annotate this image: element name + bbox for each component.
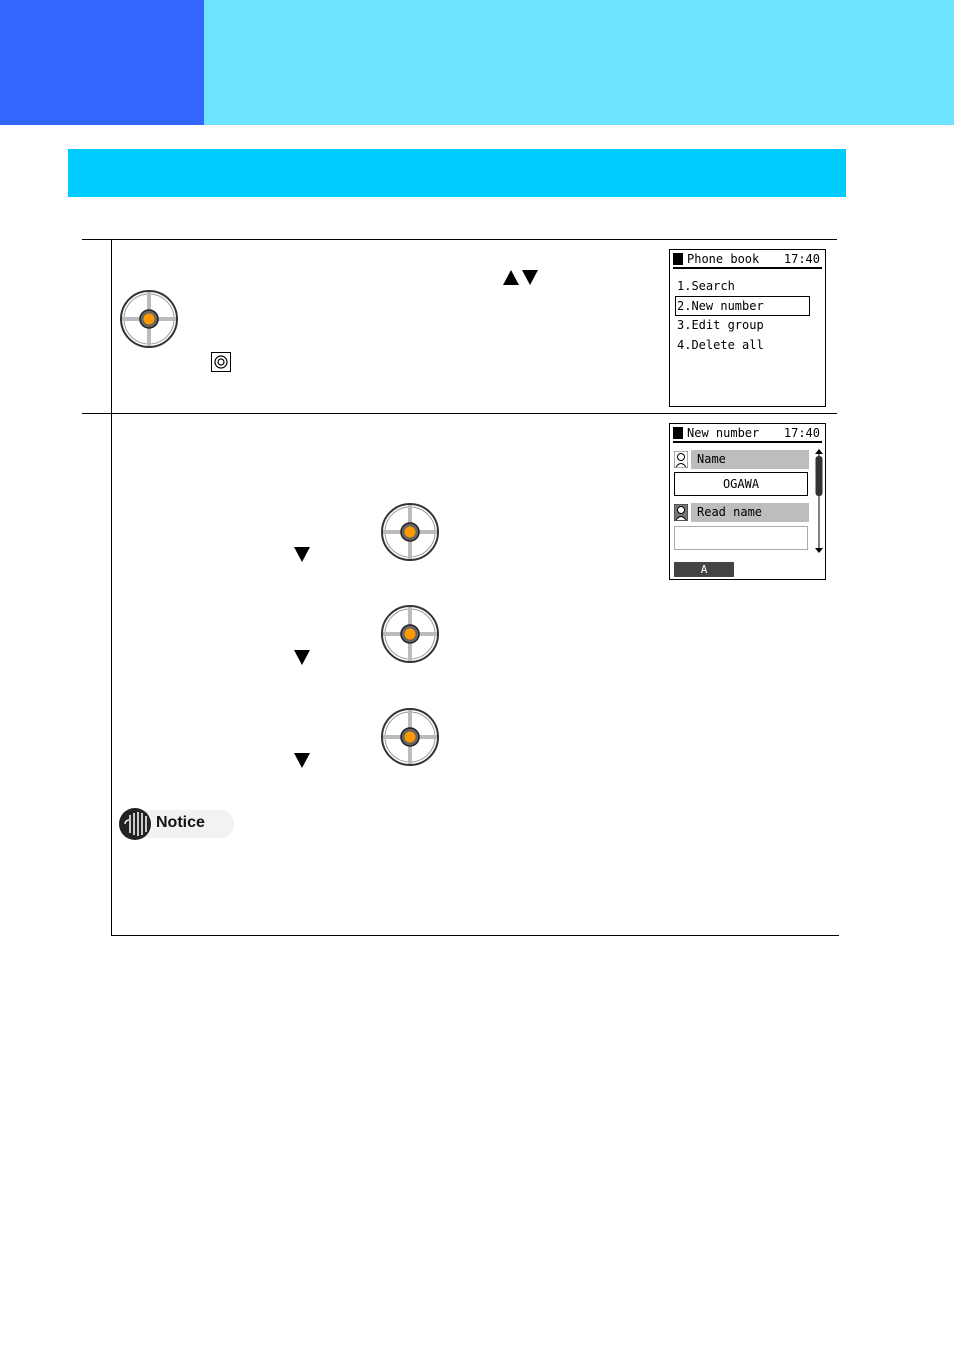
down-arrow-icon [294, 650, 310, 665]
table-row-divider [82, 413, 837, 414]
person-dark-icon [674, 504, 688, 521]
header-dark-block [0, 0, 204, 125]
new-number-screen [669, 423, 826, 580]
menu-item-delete-all[interactable]: 4.Delete all [677, 338, 764, 352]
screen-title: Phone book [687, 252, 760, 266]
person-icon [674, 451, 688, 468]
input-mode-indicator: A [674, 562, 734, 577]
menu-item-edit-group[interactable]: 3.Edit group [677, 318, 764, 332]
section-title-bar [68, 149, 846, 197]
read-name-input[interactable] [674, 526, 808, 550]
menu-item-search[interactable]: 1.Search [677, 279, 735, 293]
down-arrow-icon [294, 547, 310, 562]
screen-title: New number [687, 426, 760, 440]
name-field-label: Name [691, 450, 809, 469]
header-light-block [204, 0, 954, 125]
select-key-icon [211, 352, 231, 372]
screen-title-bar [673, 426, 822, 443]
phone-book-screen [669, 249, 826, 407]
screen-clock: 17:40 [783, 252, 820, 266]
table-top-border [82, 239, 837, 240]
table-column-divider [111, 239, 112, 936]
dpad-icon [379, 501, 441, 563]
title-block-icon [673, 427, 683, 439]
notice-label: Notice [156, 814, 205, 831]
dpad-icon [379, 706, 441, 768]
title-block-icon [673, 253, 683, 265]
dpad-icon [379, 603, 441, 665]
scrollbar[interactable] [815, 449, 823, 553]
dpad-icon [118, 288, 180, 350]
table-bottom-border [111, 935, 839, 936]
down-arrow-icon [522, 270, 538, 285]
read-name-field-label: Read name [691, 503, 809, 522]
screen-title-bar [673, 252, 822, 269]
notice-badge [118, 806, 236, 842]
down-arrow-icon [294, 753, 310, 768]
screen-clock: 17:40 [783, 426, 820, 440]
menu-item-new-number[interactable]: 2.New number [677, 298, 808, 314]
up-arrow-icon [503, 270, 519, 285]
name-input[interactable]: OGAWA [674, 472, 808, 496]
